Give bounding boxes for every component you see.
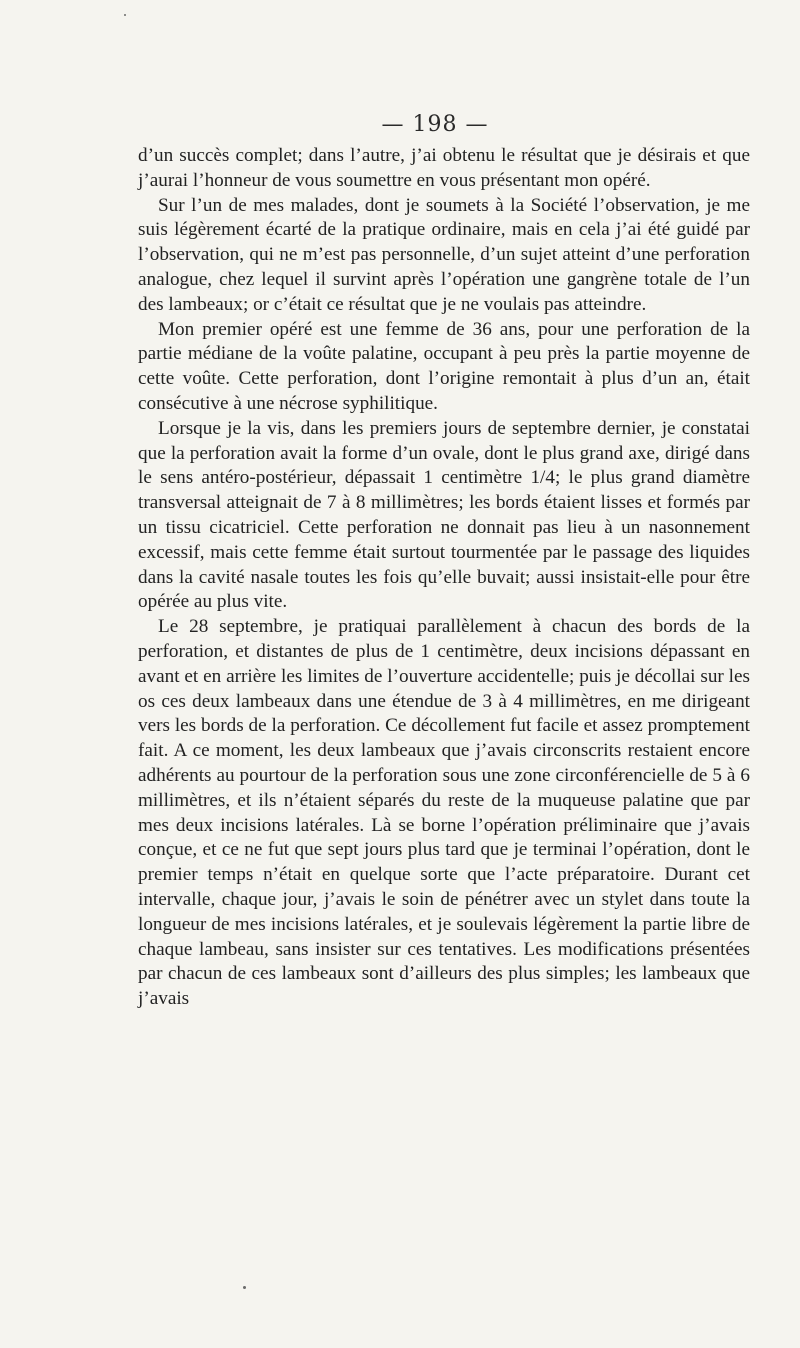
paragraph-3: Mon premier opéré est une femme de 36 ans, pour une perforation de la partie médiane de la voûte palatine, occupant à peu près la partie moyenne de cette voûte. Cette perforation, dont l’origine remontait à plus d’un an, était consécutive à une nécrose syphilitique. [138,318,750,414]
paragraph-5: Le 28 septembre, je pratiquai parallèlement à chacun des bords de la perforation, et distantes de plus de 1 centimètre, deux incisions dépassant en avant et en arrière les limites de l’ouverture accidentelle; puis je décollai sur les os ces deux lambeaux dans une étendue de 3 à 4 millimètres, en me dirigeant vers les bords de la perforation. Ce décollement fut facile et assez promptement fait. A ce moment, les deux lambeaux que j’avais circonscrits restaient encore adhérents au pourtour de la perforation sous une zone circonférencielle de 5 à 6 millimètres, et ils n’étaient séparés du reste de la muqueuse palatine que par mes deux incisions latérales. Là se borne l’opération préliminaire que j’avais conçue, et ce ne fut que sept jours plus tard que je terminai l’opération, dont le premier temps n’était en quelque sorte que l’acte préparatoire. Durant cet intervalle, chaque jour, j’avais le soin de pénétrer avec un stylet dans toute la longueur de mes incisions latérales, et je soulevais légèrement la partie libre de chaque lambeau, sans insister sur ces tentatives. Les modifications présentées par chacun de ces lambeaux sont d’ailleurs des plus simples; les lambeaux que j’avais [138,616,750,1010]
paragraph-1: d’un succès complet; dans l’autre, j’ai obtenu le résultat que je désirais et que j’aurai l’honneur de vous soumettre en vous présentant mon opéré. [138,145,750,191]
paper-speck [124,14,126,16]
paragraph-4: Lorsque je la vis, dans les premiers jours de septembre dernier, je constatai que la perforation avait la forme d’un ovale, dont le plus grand axe, dirigé dans le sens antéro-postérieur, dépassait 1 centimètre 1/4; le plus grand diamètre transversal atteignait de 7 à 8 millimètres; les bords étaient lisses et formés par un tissu cicatriciel. Cette perforation ne donnait pas lieu à un nasonnement excessif, mais cette femme était surtout tourmentée par le passage des liquides dans la cavité nasale toutes les fois qu’elle buvait; aussi insistait-elle pour être opérée au plus vite. [138,417,750,613]
paragraph-2: Sur l’un de mes malades, dont je soumets à la Société l’observation, je me suis légèrement écarté de la pratique ordinaire, mais en cela j’ai été guidé par l’observation, qui ne m’est pas personnelle, d’un sujet atteint d’une perforation analogue, chez lequel il survint après l’opération une gangrène totale de l’un des lambeaux; or c’était ce résultat que je ne voulais pas atteindre. [138,194,750,315]
body-text [138,144,750,1012]
paper-speck [243,1286,246,1289]
page-number: — 198 — [381,112,489,137]
